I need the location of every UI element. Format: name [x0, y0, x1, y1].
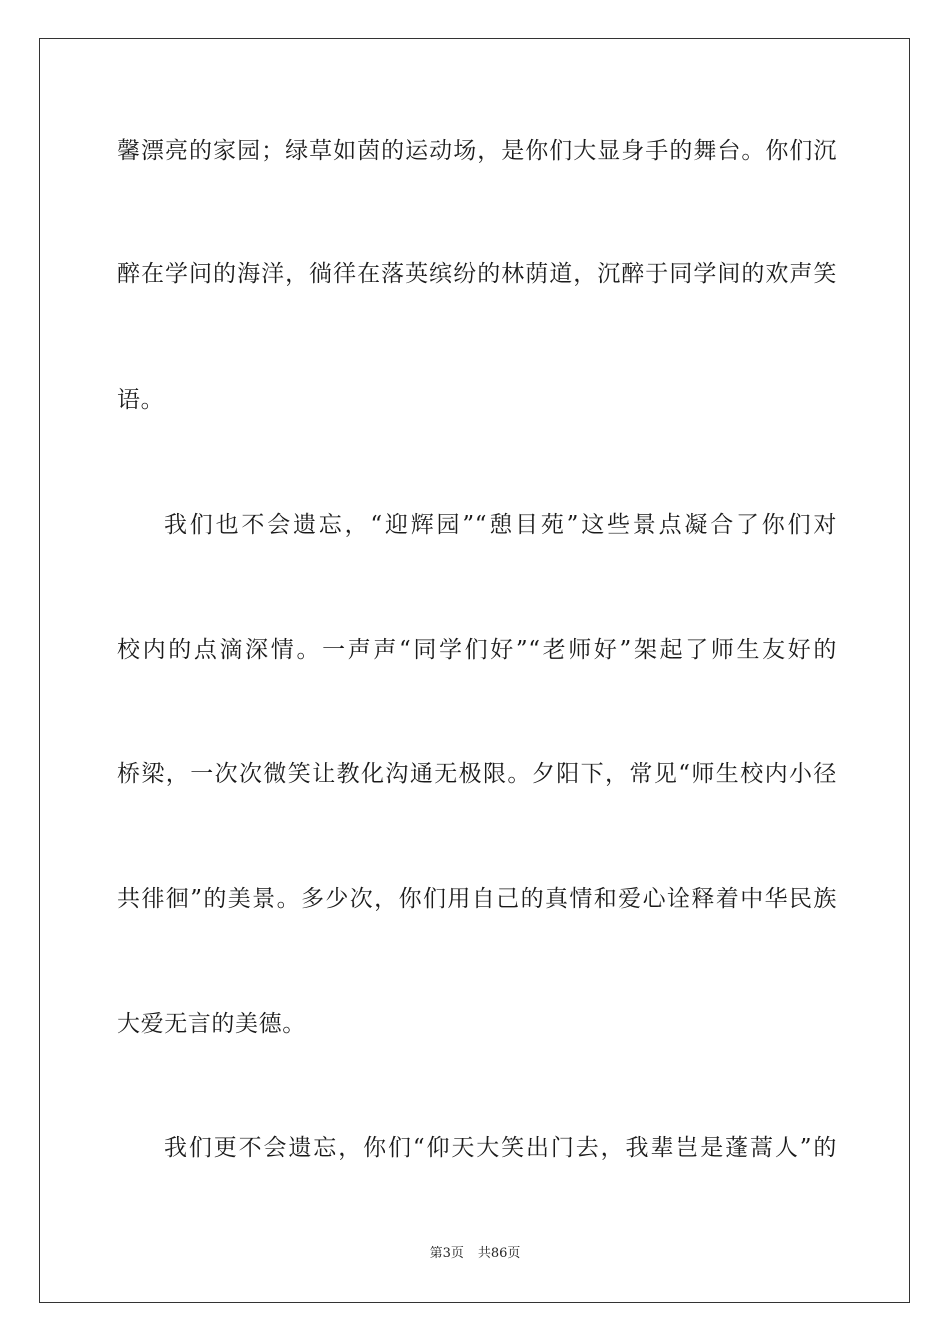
- paragraph-start-line: 我们也不会遗忘，“迎辉园”“憩目苑”这些景点凝合了你们对: [164, 512, 837, 538]
- page-footer: [0, 1245, 950, 1263]
- paragraph-start-line: 我们更不会遗忘，你们“仰天大笑出门去，我辈岂是蓬蒿人”的: [164, 1135, 837, 1161]
- body-text-line: 桥梁，一次次微笑让教化沟通无极限。夕阳下，常见“师生校内小径: [117, 761, 837, 787]
- body-text-line: 醉在学问的海洋，徜徉在落英缤纷的林荫道，沉醉于同学间的欢声笑: [117, 261, 837, 287]
- page-number: 第3页: [429, 1246, 464, 1261]
- page-total: 共86页: [477, 1246, 521, 1261]
- body-text-line: 共徘徊”的美景。多少次，你们用自己的真情和爱心诠释着中华民族: [117, 886, 837, 912]
- page-border: [39, 38, 910, 1303]
- body-text-line: 馨漂亮的家园；绿草如茵的运动场，是你们大显身手的舞台。你们沉: [117, 138, 837, 164]
- body-text-line: 语。: [117, 387, 165, 413]
- body-text-line: 大爱无言的美德。: [117, 1011, 306, 1037]
- body-text-line: 校内的点滴深情。一声声“同学们好”“老师好”架起了师生友好的: [117, 637, 837, 663]
